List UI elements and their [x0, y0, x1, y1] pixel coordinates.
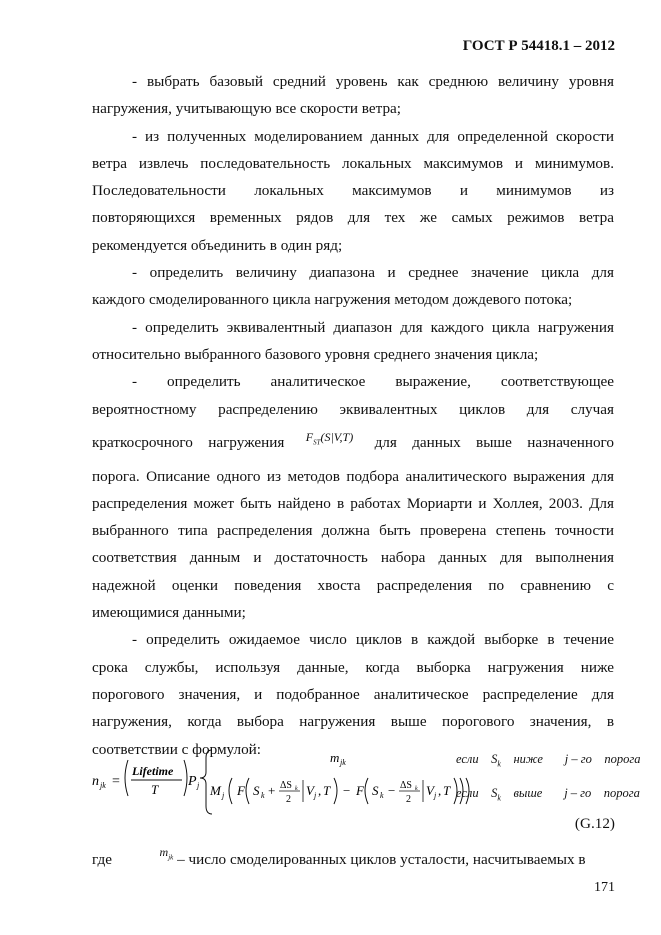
svg-text:−: −: [343, 783, 351, 798]
where-symbol: mjk: [159, 845, 174, 862]
formula-Pj: P: [188, 774, 197, 789]
svg-text:j: j: [434, 791, 437, 800]
text-line: нагружения, учитывающую все скорости ветра;: [92, 100, 401, 118]
formula-equals: =: [112, 774, 120, 789]
text-line: - определить эквивалентный диапазон для каждого цикла нагружения: [132, 318, 614, 336]
left-paren: [125, 760, 128, 796]
text-line: срока службы, используя данные, когда выборка нагружения ниже: [92, 658, 614, 676]
text-line: относительно выбранного базового уровня среднего значения цикла;: [92, 345, 539, 363]
svg-text:,: ,: [438, 783, 442, 798]
lifetime-label: Lifetime: [132, 764, 174, 778]
fraction-denominator: T: [151, 782, 159, 797]
where-clause: [92, 846, 614, 879]
curly-brace: [200, 750, 212, 814]
text-line-with-formula: [92, 429, 614, 463]
text-line: рекомендуется объединить в один ряд;: [92, 236, 343, 254]
text-line: нагружения, когда выбора нагружения выше порогового значения, в: [92, 713, 614, 731]
condition-top: если $S_k$ ниже j – го порога: [456, 752, 641, 769]
svg-text:2: 2: [406, 794, 411, 805]
formula-Pj-sub: j: [197, 781, 200, 790]
where-word: где: [92, 851, 112, 868]
text-line: распределения может быть найдено в работах Мориарти и Холлея, 2003. Для: [92, 494, 614, 512]
svg-text:S: S: [253, 783, 260, 798]
svg-text:k: k: [295, 786, 298, 792]
text-line: - определить величину диапазона и среднее значение цикла для: [132, 264, 614, 282]
text-line: Последовательности локальных максимумов и минимумов из: [92, 182, 614, 200]
equation-number: (G.12): [574, 815, 615, 832]
text-line: вероятностному распределению эквивалентных циклов для случая: [92, 400, 614, 418]
page-number: 171: [594, 880, 615, 895]
svg-text:F: F: [237, 783, 245, 798]
svg-text:T: T: [323, 783, 331, 798]
text-line: соответствии с формулой:: [92, 740, 262, 758]
text-line: соответствия данным и достаточность набора данных для выполнения: [92, 549, 614, 567]
text-line: - из полученных моделированием данных для определенной скорости: [132, 127, 614, 145]
text-line: - определить аналитическое выражение, соответствующее: [132, 373, 614, 391]
text-fragment: краткосрочного нагружения: [92, 433, 285, 451]
inline-formula: $F_{ST}(S|V,T)$: [305, 429, 354, 447]
text-fragment: для данных выше назначенного: [374, 433, 614, 451]
text-line: выбранного типа распределения должна быть проверена степень точности: [92, 522, 614, 540]
document-header: ГОСТ Р 54418.1 – 2012: [462, 38, 615, 54]
svg-text:ΔS: ΔS: [280, 780, 292, 791]
text-line: - определить ожидаемое число циклов в каждой выборке в течение: [132, 631, 614, 649]
text-line: надежной оценки поведения хвоста распределения по сравнению с: [92, 576, 614, 594]
text-line: - выбрать базовый средний уровень как среднюю величину уровня: [132, 73, 614, 90]
svg-text:2: 2: [286, 794, 291, 805]
svg-text:T: T: [443, 783, 451, 798]
text-line: имеющимися данными;: [92, 604, 246, 622]
bottom-M-sub: j: [222, 791, 225, 800]
svg-text:F: F: [356, 783, 364, 798]
where-text: – число смоделированных циклов усталости, насчитываемых в: [177, 851, 586, 868]
svg-text:k: k: [380, 791, 384, 800]
formula-lhs-sub: jk: [100, 781, 106, 790]
svg-text:k: k: [415, 786, 418, 792]
svg-text:V: V: [306, 783, 314, 798]
svg-text:V: V: [426, 783, 434, 798]
text-line: повторяющихся временных рядов для тех же самых режимов ветра: [92, 209, 614, 227]
formula-lhs: n: [92, 774, 99, 789]
svg-text:,: ,: [318, 783, 322, 798]
text-line: ветра извлечь последовательность локальных максимумов и минимумов.: [92, 154, 614, 172]
condition-bottom: если $S_k$ выше j – го порога: [456, 786, 640, 803]
svg-text:k: k: [261, 791, 265, 800]
svg-text:+: +: [268, 783, 276, 798]
text-line: каждого смоделированного цикла нагружения методом дождевого потока;: [92, 291, 573, 309]
bottom-M: M: [210, 783, 221, 798]
body-text: [92, 68, 614, 763]
display-formula: [92, 748, 661, 818]
svg-text:j: j: [314, 791, 317, 800]
right-paren: [184, 760, 187, 796]
text-line: порогового значения, и подобранное аналитическое распределение для: [92, 685, 614, 703]
svg-text:ΔS: ΔS: [400, 780, 412, 791]
top-term: m: [330, 750, 340, 765]
text-line: порога. Описание одного из методов подбора аналитического выражения для: [92, 467, 614, 485]
top-term-sub: jk: [340, 758, 346, 767]
svg-text:−: −: [388, 783, 396, 798]
svg-text:S: S: [372, 783, 379, 798]
